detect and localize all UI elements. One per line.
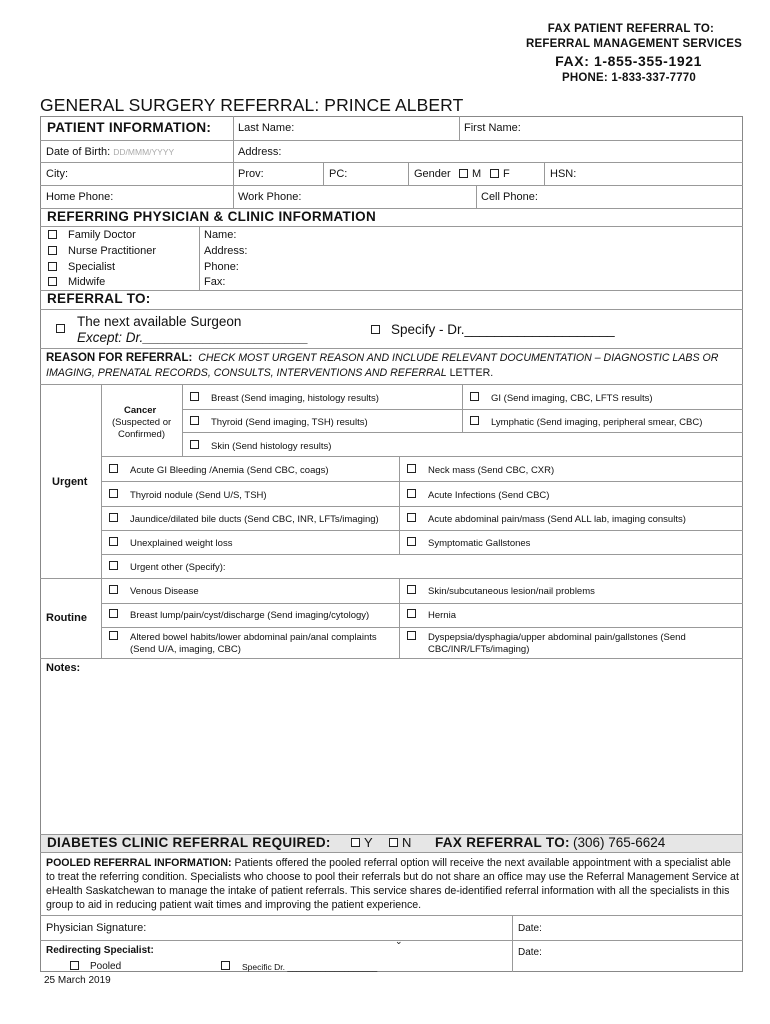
physician-signature-label: Physician Signature: <box>46 922 147 934</box>
reason-line-2: IMAGING, PRENATAL RECORDS, CONSULTS, INTERVENTIONS AND REFERRAL LETTER. <box>46 367 494 379</box>
prov-label: Prov: <box>238 168 264 180</box>
redirecting-label: Redirecting Specialist: <box>46 945 154 956</box>
acute-gi-bleeding-label: Acute GI Bleeding /Anemia (Send CBC, coags) <box>130 465 329 476</box>
physician-signature-field[interactable] <box>150 918 510 940</box>
gender-f-checkbox[interactable] <box>490 169 499 178</box>
chevron-down-icon: ⌄ <box>395 936 403 946</box>
specify-doctor-field[interactable]: Specify - Dr.____________________ <box>391 322 615 337</box>
specialist-checkbox[interactable] <box>48 262 57 271</box>
diabetes-yes-checkbox[interactable] <box>351 838 360 847</box>
neck-mass-label: Neck mass (Send CBC, CXR) <box>428 465 555 476</box>
city-label: City: <box>46 168 68 180</box>
physician-fax-label: Fax: <box>204 276 226 288</box>
breast-lump-checkbox[interactable] <box>109 609 118 618</box>
home-phone-label: Home Phone: <box>46 191 114 203</box>
lymphatic-cancer-checkbox[interactable] <box>470 416 479 425</box>
dyspepsia-label: Dyspepsia/dysphagia/upper abdominal pain/gallstones (Send <box>428 632 686 643</box>
except-doctor-field[interactable]: Except: Dr.______________________ <box>77 330 309 345</box>
skin-cancer-checkbox[interactable] <box>190 440 199 449</box>
pc-label: PC: <box>329 168 348 180</box>
specialist-label: Specialist <box>68 261 116 273</box>
thyroid-nodule-label: Thyroid nodule (Send U/S, TSH) <box>130 490 267 501</box>
specific-dr-checkbox[interactable] <box>221 961 230 970</box>
fax-referral-label: FAX REFERRAL TO: <box>435 835 570 850</box>
gi-cancer-label: GI (Send imaging, CBC, LFTS results) <box>491 393 653 404</box>
specify-doctor-checkbox[interactable] <box>371 325 380 334</box>
fax-header-line2: REFERRAL MANAGEMENT SERVICES <box>525 38 742 50</box>
fax-referral-number: (306) 765-6624 <box>573 835 666 850</box>
diabetes-no-checkbox[interactable] <box>389 838 398 847</box>
fax-header-line1: FAX PATIENT REFERRAL TO: <box>547 23 714 35</box>
acute-infections-checkbox[interactable] <box>407 489 416 498</box>
patient-heading: PATIENT INFORMATION: <box>47 120 212 135</box>
urgent-other-checkbox[interactable] <box>109 561 118 570</box>
gallstones-checkbox[interactable] <box>407 537 416 546</box>
nurse-practitioner-label: Nurse Practitioner <box>68 245 157 257</box>
address-label: Address: <box>238 146 282 158</box>
lymphatic-cancer-label: Lymphatic (Send imaging, peripheral smear, CBC) <box>491 417 703 428</box>
cancer-sub2: Confirmed) <box>118 429 165 440</box>
gender-m-checkbox[interactable] <box>459 169 468 178</box>
hernia-label: Hernia <box>428 610 456 621</box>
next-available-label: The next available Surgeon <box>77 314 242 329</box>
gender-f-label: F <box>503 168 510 180</box>
gi-cancer-checkbox[interactable] <box>470 392 479 401</box>
weight-loss-label: Unexplained weight loss <box>130 538 233 549</box>
gallstones-label: Symptomatic Gallstones <box>428 538 531 549</box>
skin-cancer-label: Skin (Send histology results) <box>211 441 332 452</box>
cancer-sub1: (Suspected or <box>112 417 172 428</box>
thyroid-cancer-label: Thyroid (Send imaging, TSH) results) <box>211 417 368 428</box>
referral-to-heading: REFERRAL TO: <box>47 291 151 306</box>
phone-number: PHONE: 1-833-337-7770 <box>562 72 696 84</box>
hernia-checkbox[interactable] <box>407 609 416 618</box>
family-doctor-checkbox[interactable] <box>48 230 57 239</box>
dyspepsia-checkbox[interactable] <box>407 631 416 640</box>
physician-phone-label: Phone: <box>204 261 239 273</box>
specific-dr-field[interactable]: Specific Dr. ___________________ <box>242 962 378 972</box>
acute-abdominal-checkbox[interactable] <box>407 513 416 522</box>
diabetes-yes-label: Y <box>364 835 373 850</box>
jaundice-label: Jaundice/dilated bile ducts (Send CBC, INR, LFTs/imaging) <box>130 514 379 525</box>
bowel-habits-checkbox[interactable] <box>109 631 118 640</box>
skin-lesion-label: Skin/subcutaneous lesion/nail problems <box>428 586 595 597</box>
venous-disease-label: Venous Disease <box>130 586 199 597</box>
last-name-label: Last Name: <box>238 122 295 134</box>
fax-number: FAX: 1-855-355-1921 <box>555 53 702 69</box>
breast-cancer-checkbox[interactable] <box>190 392 199 401</box>
neck-mass-checkbox[interactable] <box>407 464 416 473</box>
dob-label: Date of Birth: DD/MMM/YYYY <box>46 146 175 158</box>
acute-gi-bleeding-checkbox[interactable] <box>109 464 118 473</box>
pooled-heading: POOLED REFERRAL INFORMATION: <box>46 857 232 869</box>
first-name-label: First Name: <box>464 122 521 134</box>
diabetes-no-label: N <box>402 835 412 850</box>
next-available-checkbox[interactable] <box>56 324 65 333</box>
skin-lesion-checkbox[interactable] <box>407 585 416 594</box>
work-phone-label: Work Phone: <box>238 191 302 203</box>
pooled-checkbox[interactable] <box>70 961 79 970</box>
fax-header <box>526 22 742 86</box>
family-doctor-label: Family Doctor <box>68 229 136 241</box>
reason-heading: REASON FOR REFERRAL: <box>46 352 193 364</box>
bowel-habits-sub: (Send U/A, imaging, CBC) <box>130 644 241 655</box>
urgent-other-field[interactable]: Urgent other (Specify): <box>130 562 226 573</box>
gender-label: Gender <box>414 168 451 180</box>
weight-loss-checkbox[interactable] <box>109 537 118 546</box>
hsn-label: HSN: <box>550 168 577 180</box>
venous-disease-checkbox[interactable] <box>109 585 118 594</box>
footer-date: 25 March 2019 <box>44 975 111 986</box>
acute-infections-label: Acute Infections (Send CBC) <box>428 490 550 501</box>
signature-date-label: Date: <box>518 923 542 934</box>
gender-m-label: M <box>472 168 482 180</box>
bowel-habits-label: Altered bowel habits/lower abdominal pain/anal complaints <box>130 632 377 643</box>
urgent-label: Urgent <box>52 476 88 488</box>
form-title: GENERAL SURGERY REFERRAL: PRINCE ALBERT <box>40 95 464 115</box>
redirect-date-label: Date: <box>518 947 542 958</box>
midwife-checkbox[interactable] <box>48 277 57 286</box>
notes-label: Notes: <box>46 662 81 674</box>
dob-placeholder: DD/MMM/YYYY <box>113 147 175 157</box>
dyspepsia-sub: CBC/INR/LFTs/imaging) <box>428 644 530 655</box>
notes-area[interactable] <box>41 676 742 832</box>
pooled-text: Patients offered the pooled referral option will receive the next available appointment with a specialist able to treat the referring condition. Specialists who choose to pool their referrals but do not share an office may use the Referral Management Service at eHealth Saskatchewan to manage the intake of patient referrals. This service shares de-identified referral information with all the specialists in this group to aid in reducing patient wait times and improving the patient experience. <box>46 857 739 911</box>
diabetes-label: DIABETES CLINIC REFERRAL REQUIRED: <box>47 835 331 850</box>
physician-address-label: Address: <box>204 245 248 257</box>
jaundice-checkbox[interactable] <box>109 513 118 522</box>
pooled-info <box>46 856 740 912</box>
routine-label: Routine <box>46 612 87 624</box>
cancer-label: Cancer <box>124 405 157 416</box>
cell-phone-label: Cell Phone: <box>481 191 538 203</box>
pooled-label: Pooled <box>90 961 122 972</box>
physician-heading: REFERRING PHYSICIAN & CLINIC INFORMATION <box>47 209 376 224</box>
acute-abdominal-label: Acute abdominal pain/mass (Send ALL lab, imaging consults) <box>428 514 686 525</box>
nurse-practitioner-checkbox[interactable] <box>48 246 57 255</box>
midwife-label: Midwife <box>68 276 106 288</box>
reason-line-1: REASON FOR REFERRAL: CHECK MOST URGENT REASON AND INCLUDE RELEVANT DOCUMENTATION – DIAGNOSTIC LABS OR <box>46 352 719 364</box>
physician-name-label: Name: <box>204 229 237 241</box>
breast-lump-label: Breast lump/pain/cyst/discharge (Send imaging/cytology) <box>130 610 370 621</box>
breast-cancer-label: Breast (Send imaging, histology results) <box>211 393 379 404</box>
thyroid-nodule-checkbox[interactable] <box>109 489 118 498</box>
thyroid-cancer-checkbox[interactable] <box>190 416 199 425</box>
